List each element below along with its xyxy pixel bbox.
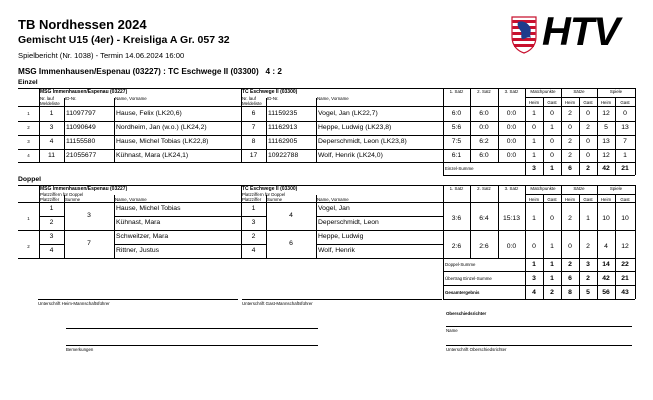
away-id: 11159235 — [268, 110, 298, 117]
set1-score: 6:1 — [451, 152, 462, 159]
league-title: TB Nordhessen 2024 — [18, 17, 147, 32]
games-home: 10 — [602, 215, 610, 222]
doubles-home-team: MSG Immenhausen/Espenau (03227) — [40, 186, 128, 192]
doubles-sum-gg: 22 — [621, 261, 629, 268]
col-summe-away: Summe — [267, 197, 283, 202]
home-player-2: Kühnast, Mara — [116, 219, 161, 226]
grand-total-sh: 8 — [568, 289, 572, 296]
singles-sum-mh: 3 — [532, 165, 536, 172]
d-col-sets-gast: Gast — [583, 197, 593, 202]
doubles-sum-mh: 1 — [532, 261, 536, 268]
referee-name-label: Name — [446, 328, 458, 333]
d-col-mp-gast: Gast — [547, 197, 557, 202]
doubles-section-title: Doppel — [18, 176, 42, 183]
doubles-sum-gh: 14 — [602, 261, 610, 268]
doubles-sum-mg: 1 — [550, 261, 554, 268]
col-games-heim: Heim — [600, 100, 612, 105]
col-set1: 1. Satz — [449, 89, 464, 94]
col-set2: 2. Satz — [477, 89, 491, 94]
doubles-row-no: 2 — [27, 244, 30, 249]
sets-home: 0 — [568, 243, 572, 250]
set1-score: 7:5 — [451, 138, 462, 145]
set3-score: 0:0 — [506, 124, 517, 131]
doubles-row-no: 1 — [27, 216, 30, 221]
doubles-sum-sg: 3 — [586, 261, 590, 268]
singles-home-team: MSG Immenhausen/Espenau (03227) — [40, 89, 128, 95]
away-player-name: Deperschmidt, Leon (LK23,8) — [318, 138, 407, 145]
singles-section-title: Einzel — [18, 79, 38, 86]
home-id: 11155580 — [66, 138, 96, 145]
sets-away: 1 — [586, 215, 590, 222]
col-mp-heim: Heim — [528, 100, 540, 105]
games-away: 7 — [623, 138, 627, 145]
matchpoints-away: 0 — [550, 215, 554, 222]
col-games: Spiele — [609, 89, 623, 94]
grand-total-gg: 43 — [621, 289, 629, 296]
away-pos-2: 3 — [251, 219, 256, 226]
home-pos-1: 3 — [49, 233, 54, 240]
away-player-name: Wolf, Henrik (LK24,0) — [318, 152, 383, 159]
col-summe: Summe — [65, 197, 81, 202]
home-rank: 3 — [49, 124, 54, 131]
matchpoints-away: 0 — [550, 138, 554, 145]
away-pos-2: 4 — [251, 247, 256, 254]
carry-sum-mg: 1 — [550, 275, 554, 282]
away-pair-sum: 4 — [289, 212, 293, 219]
matchpoints-home: 1 — [532, 138, 536, 145]
set3-score: 0:0 — [506, 110, 517, 117]
sets-away: 0 — [586, 152, 590, 159]
singles-row-no: 1 — [27, 111, 30, 116]
d-col-set2: 2. Satz — [477, 186, 491, 191]
carry-sum-gh: 42 — [602, 275, 610, 282]
total-label: Gesamtergebnis — [445, 290, 480, 295]
col-platzziffer: Platzziffer — [40, 197, 60, 202]
d-col-mp-heim: Heim — [528, 197, 540, 202]
grand-total-gh: 56 — [602, 289, 610, 296]
away-signature-label: Unterschrift Gast-Mannschaftsführer — [242, 301, 313, 306]
sets-home: 2 — [568, 152, 572, 159]
doubles-sum-label: Doppel-Summe — [445, 262, 476, 267]
carry-sum-mh: 3 — [532, 275, 536, 282]
col-mp-gast: Gast — [547, 100, 557, 105]
col-platz: Platzziffern für Doppel — [40, 192, 84, 197]
col-name: Name, Vorname — [115, 96, 147, 101]
singles-row-no: 2 — [27, 125, 30, 130]
set3-score: 15:13 — [502, 215, 520, 222]
col-d-name-away: Name, Vorname — [317, 197, 349, 202]
grand-total-mh: 4 — [532, 289, 536, 296]
sets-away: 0 — [586, 110, 590, 117]
set3-score: 0:0 — [506, 152, 517, 159]
home-pair-sum: 7 — [87, 240, 91, 247]
set2-score: 6:4 — [479, 215, 489, 222]
col-sets: Sätze — [573, 89, 585, 94]
carry-sum-sg: 2 — [586, 275, 590, 282]
matchpoints-home: 0 — [532, 243, 536, 250]
d-col-sets: Sätze — [573, 186, 585, 191]
col-set3: 3. Satz — [504, 89, 519, 94]
set2-score: 6:0 — [479, 110, 489, 117]
col-platz-away: Platzziffern für Doppel — [242, 192, 286, 197]
home-rank: 11 — [47, 152, 56, 159]
away-pos-1: 1 — [251, 205, 256, 212]
set1-score: 2:6 — [451, 243, 462, 250]
grand-total-mg: 2 — [550, 289, 554, 296]
referee-title: Oberschiedsrichter — [446, 311, 487, 316]
games-away: 0 — [623, 110, 627, 117]
matchpoints-home: 1 — [532, 110, 536, 117]
set3-score: 0:0 — [506, 243, 517, 250]
division-title: Gemischt U15 (4er) - Kreisliga A Gr. 057 32 — [18, 34, 230, 46]
singles-row-no: 3 — [27, 139, 30, 144]
home-pos-2: 4 — [49, 247, 54, 254]
col-sets-gast: Gast — [583, 100, 593, 105]
singles-sum-label: Einzel-Summe — [445, 166, 474, 171]
carry-label: Übertrag Einzel-Summe — [445, 276, 492, 281]
matchpoints-home: 1 — [532, 215, 536, 222]
away-rank: 17 — [249, 152, 258, 159]
sets-away: 2 — [586, 124, 590, 131]
singles-away-team: TC Eschwege II (03300) — [242, 89, 298, 95]
home-player-name: Nordheim, Jan (w.o.) (LK24,2) — [116, 124, 207, 131]
games-home: 12 — [602, 110, 610, 117]
col-matchpoints: Matchpunkte — [530, 89, 556, 94]
away-player-2: Deperschmidt, Leon — [318, 219, 379, 226]
set2-score: 6:2 — [479, 138, 489, 145]
sets-home: 0 — [568, 124, 572, 131]
col-nr-lauf: Nr. lauf — [40, 96, 54, 101]
set2-score: 0:0 — [479, 124, 489, 131]
away-player-1: Heppe, Ludwig — [318, 233, 364, 240]
away-id: 11162905 — [268, 138, 298, 145]
sets-home: 2 — [568, 215, 572, 222]
d-col-set3: 3. Satz — [504, 186, 519, 191]
away-pos-1: 2 — [251, 233, 256, 240]
sets-home: 2 — [568, 110, 572, 117]
matchpoints-away: 0 — [550, 110, 554, 117]
away-pair-sum: 6 — [289, 240, 293, 247]
d-col-games: Spiele — [609, 186, 623, 191]
games-home: 5 — [604, 124, 608, 131]
d-col-games-gast: Gast — [620, 197, 630, 202]
col-name-away: Name, Vorname — [317, 96, 349, 101]
away-rank: 6 — [251, 110, 256, 117]
matchpoints-home: 0 — [532, 124, 536, 131]
d-col-sets-heim: Heim — [564, 197, 576, 202]
singles-sum-gh: 42 — [602, 165, 610, 172]
away-rank: 7 — [251, 124, 256, 131]
away-player-name: Heppe, Ludwig (LK23,8) — [318, 124, 392, 131]
home-player-name: Kühnast, Mara (LK24,1) — [116, 152, 189, 159]
d-col-set1: 1. Satz — [449, 186, 464, 191]
home-id: 21055677 — [66, 152, 97, 159]
home-signature-label: Unterschrift Heim-Mannschaftsführer — [38, 301, 110, 306]
hesse-lion-icon — [508, 14, 540, 54]
col-id-away: ID-Nr. — [267, 96, 279, 101]
col-id: ID-Nr. — [65, 96, 77, 101]
games-away: 13 — [621, 124, 629, 131]
grand-total-sg: 5 — [586, 289, 590, 296]
home-player-name: Hause, Michel Tobias (LK22,8) — [116, 138, 209, 145]
sets-home: 2 — [568, 138, 572, 145]
carry-sum-sh: 6 — [568, 275, 572, 282]
home-pos-2: 2 — [49, 219, 54, 226]
matchpoints-away: 0 — [550, 152, 554, 159]
doubles-away-team: TC Eschwege II (03300) — [242, 186, 298, 192]
col-nr-lauf-away: Nr. lauf — [242, 96, 256, 101]
matchpoints-away: 1 — [550, 243, 554, 250]
home-player-1: Hause, Michel Tobias — [116, 205, 181, 212]
matchpoints-home: 1 — [532, 152, 536, 159]
singles-sum-mg: 1 — [550, 165, 554, 172]
col-d-name: Name, Vorname — [115, 197, 147, 202]
htv-logo: HTV — [542, 10, 619, 54]
away-player-2: Wolf, Henrik — [318, 247, 355, 254]
col-games-gast: Gast — [620, 100, 630, 105]
set1-score: 3:6 — [451, 215, 462, 222]
match-title: MSG Immenhausen/Espenau (03227) : TC Eschwege II (03300) 4 : 2 — [18, 67, 282, 76]
singles-row-no: 4 — [27, 153, 30, 158]
set1-score: 5:6 — [451, 124, 462, 131]
home-id: 11090649 — [66, 124, 96, 131]
set3-score: 0:0 — [506, 138, 517, 145]
set2-score: 6:0 — [479, 152, 489, 159]
home-id: 11097797 — [66, 110, 96, 117]
d-col-matchpoints: Matchpunkte — [530, 186, 556, 191]
games-home: 13 — [602, 138, 610, 145]
home-player-1: Schweitzer, Mara — [116, 233, 169, 240]
home-rank: 4 — [49, 138, 54, 145]
away-player-name: Vogel, Jan (LK22,7) — [318, 110, 378, 117]
games-home: 4 — [604, 243, 608, 250]
referee-signature-label: Unterschrift Oberschiedsrichter — [446, 347, 507, 352]
home-pair-sum: 3 — [87, 212, 91, 219]
away-id: 10922788 — [268, 152, 299, 159]
carry-sum-gg: 21 — [621, 275, 629, 282]
home-player-name: Hause, Felix (LK20,6) — [116, 110, 182, 117]
singles-sum-gg: 21 — [621, 165, 629, 172]
away-id: 11162913 — [268, 124, 298, 131]
matchpoints-away: 1 — [550, 124, 554, 131]
home-player-2: Rittner, Justus — [116, 247, 160, 254]
singles-sum-sg: 2 — [586, 165, 590, 172]
singles-sum-sh: 6 — [568, 165, 572, 172]
games-away: 1 — [623, 152, 627, 159]
sets-away: 0 — [586, 138, 590, 145]
col-meldeliste: Meldeliste — [40, 101, 60, 106]
report-info: Spielbericht (Nr. 1038) - Termin 14.06.2024 16:00 — [18, 51, 185, 60]
away-rank: 8 — [251, 138, 256, 145]
col-sets-heim: Heim — [564, 100, 576, 105]
games-away: 10 — [621, 215, 629, 222]
away-player-1: Vogel, Jan — [318, 205, 350, 212]
d-col-games-heim: Heim — [600, 197, 612, 202]
doubles-sum-sh: 2 — [568, 261, 572, 268]
home-rank: 1 — [49, 110, 54, 117]
set1-score: 6:0 — [451, 110, 462, 117]
set2-score: 2:6 — [479, 243, 489, 250]
remarks-label: Bemerkungen — [66, 347, 94, 352]
home-pos-1: 1 — [49, 205, 54, 212]
col-platzziffer-away: Platzziffer — [242, 197, 262, 202]
col-meldeliste-away: Meldeliste — [242, 101, 262, 106]
games-home: 12 — [602, 152, 610, 159]
sets-away: 2 — [586, 243, 590, 250]
games-away: 12 — [621, 243, 629, 250]
